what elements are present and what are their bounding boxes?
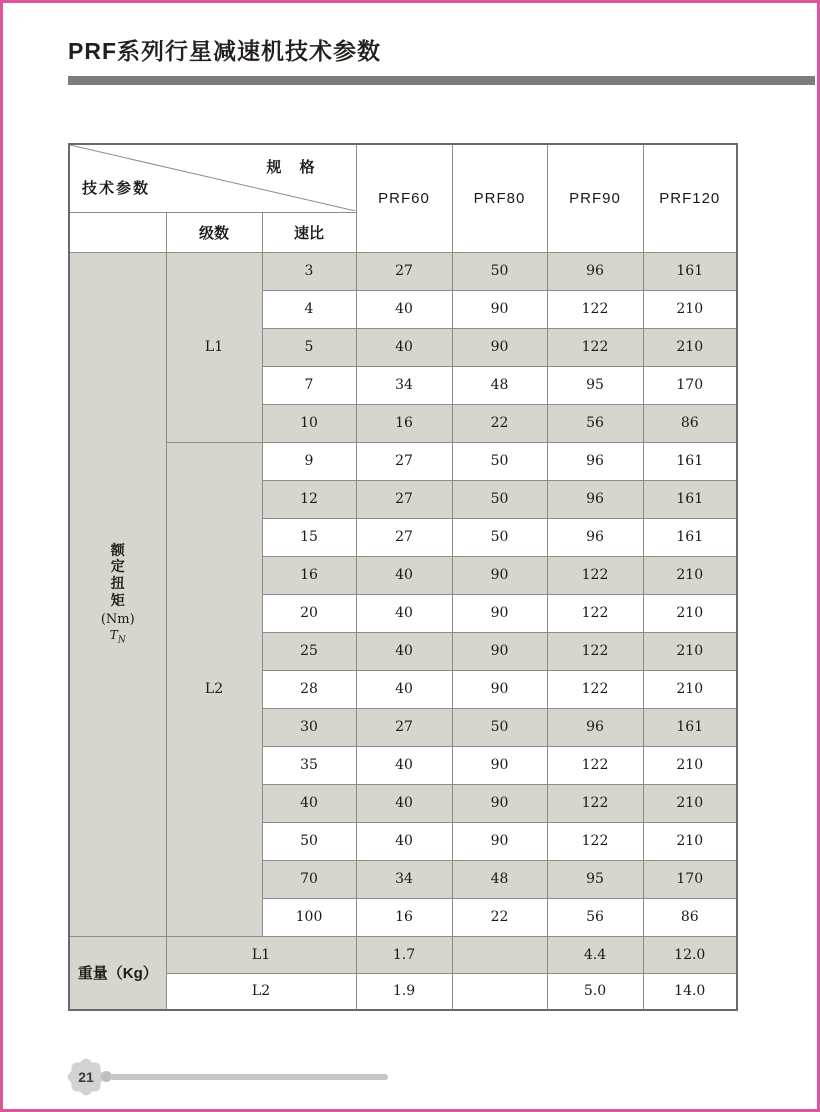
value-cell: 170 [643,366,737,404]
page-footer [3,1053,820,1103]
stage-header: 级数 [166,212,262,252]
value-cell: 22 [452,404,547,442]
model-header-prf90: PRF90 [547,144,643,252]
value-cell: 90 [452,594,547,632]
value-cell: 122 [547,822,643,860]
ratio-cell: 28 [262,670,356,708]
weight-value-cell [452,936,547,973]
table-corner-cell [69,144,356,212]
weight-value-cell: 14.0 [643,973,737,1010]
ratio-cell: 15 [262,518,356,556]
ratio-cell: 100 [262,898,356,936]
ratio-cell: 30 [262,708,356,746]
weight-value-cell: 12.0 [643,936,737,973]
value-cell: 50 [452,708,547,746]
value-cell: 34 [356,860,452,898]
model-header-prf120: PRF120 [643,144,737,252]
value-cell: 161 [643,442,737,480]
ratio-cell: 9 [262,442,356,480]
value-cell: 170 [643,860,737,898]
weight-value-cell [452,973,547,1010]
ratio-header: 速比 [262,212,356,252]
value-cell: 40 [356,594,452,632]
value-cell: 122 [547,670,643,708]
torque-label-text: 额 定 扭 矩 [110,541,125,608]
value-cell: 96 [547,480,643,518]
value-cell: 122 [547,594,643,632]
value-cell: 40 [356,328,452,366]
value-cell: 56 [547,404,643,442]
value-cell: 34 [356,366,452,404]
value-cell: 122 [547,290,643,328]
torque-unit: (Nm) [100,611,135,627]
weight-value-cell: 5.0 [547,973,643,1010]
value-cell: 40 [356,784,452,822]
ratio-cell: 70 [262,860,356,898]
value-cell: 16 [356,898,452,936]
value-cell: 96 [547,708,643,746]
value-cell: 210 [643,822,737,860]
value-cell: 50 [452,442,547,480]
value-cell: 50 [452,518,547,556]
footer-rule [110,1074,388,1080]
value-cell: 48 [452,860,547,898]
value-cell: 122 [547,746,643,784]
ratio-cell: 35 [262,746,356,784]
ratio-cell: 7 [262,366,356,404]
value-cell: 48 [452,366,547,404]
page-title: PRF系列行星减速机技术参数 [68,38,381,64]
value-cell: 90 [452,784,547,822]
weight-label: 重量（Kg） [69,936,166,1010]
value-cell: 210 [643,746,737,784]
value-cell: 50 [452,480,547,518]
value-cell: 27 [356,518,452,556]
value-cell: 16 [356,404,452,442]
value-cell: 95 [547,860,643,898]
value-cell: 86 [643,898,737,936]
value-cell: 210 [643,290,737,328]
ratio-cell: 5 [262,328,356,366]
value-cell: 27 [356,480,452,518]
corner-label-tech-params: 技术参数 [82,180,151,198]
value-cell: 95 [547,366,643,404]
value-cell: 210 [643,670,737,708]
value-cell: 50 [452,252,547,290]
value-cell: 122 [547,328,643,366]
value-cell: 27 [356,442,452,480]
corner-label-spec: 规 格 [266,159,322,177]
value-cell: 210 [643,594,737,632]
value-cell: 22 [452,898,547,936]
value-cell: 40 [356,632,452,670]
torque-label-cell [69,252,166,936]
value-cell: 96 [547,442,643,480]
weight-value-cell: 1.9 [356,973,452,1010]
value-cell: 90 [452,746,547,784]
value-cell: 161 [643,480,737,518]
value-cell: 86 [643,404,737,442]
value-cell: 161 [643,252,737,290]
stage-group-l1: L1 [166,252,262,442]
value-cell: 96 [547,518,643,556]
value-cell: 161 [643,518,737,556]
value-cell: 90 [452,556,547,594]
value-cell: 40 [356,556,452,594]
torque-symbol: $T_N$ [109,628,126,646]
weight-row-label-l2: L2 [166,973,356,1010]
value-cell: 210 [643,784,737,822]
value-cell: 27 [356,252,452,290]
ratio-cell: 12 [262,480,356,518]
ratio-cell: 20 [262,594,356,632]
value-cell: 90 [452,632,547,670]
ratio-cell: 50 [262,822,356,860]
value-cell: 210 [643,328,737,366]
value-cell: 210 [643,632,737,670]
value-cell: 122 [547,632,643,670]
value-cell: 40 [356,746,452,784]
spec-table [68,143,738,1011]
value-cell: 90 [452,822,547,860]
value-cell: 40 [356,290,452,328]
value-cell: 122 [547,784,643,822]
ratio-cell: 4 [262,290,356,328]
ratio-cell: 3 [262,252,356,290]
value-cell: 90 [452,290,547,328]
title-underline-bar [68,76,815,85]
value-cell: 56 [547,898,643,936]
ratio-cell: 25 [262,632,356,670]
value-cell: 27 [356,708,452,746]
ratio-cell: 10 [262,404,356,442]
ratio-cell: 40 [262,784,356,822]
value-cell: 161 [643,708,737,746]
value-cell: 122 [547,556,643,594]
ratio-cell: 16 [262,556,356,594]
value-cell: 90 [452,670,547,708]
model-header-prf60: PRF60 [356,144,452,252]
page-number: 21 [78,1069,94,1085]
stage-group-l2: L2 [166,442,262,936]
weight-row-label-l1: L1 [166,936,356,973]
model-header-prf80: PRF80 [452,144,547,252]
value-cell: 40 [356,670,452,708]
empty-header-cell [69,212,166,252]
value-cell: 210 [643,556,737,594]
value-cell: 90 [452,328,547,366]
value-cell: 96 [547,252,643,290]
value-cell: 40 [356,822,452,860]
weight-value-cell: 4.4 [547,936,643,973]
weight-value-cell: 1.7 [356,936,452,973]
